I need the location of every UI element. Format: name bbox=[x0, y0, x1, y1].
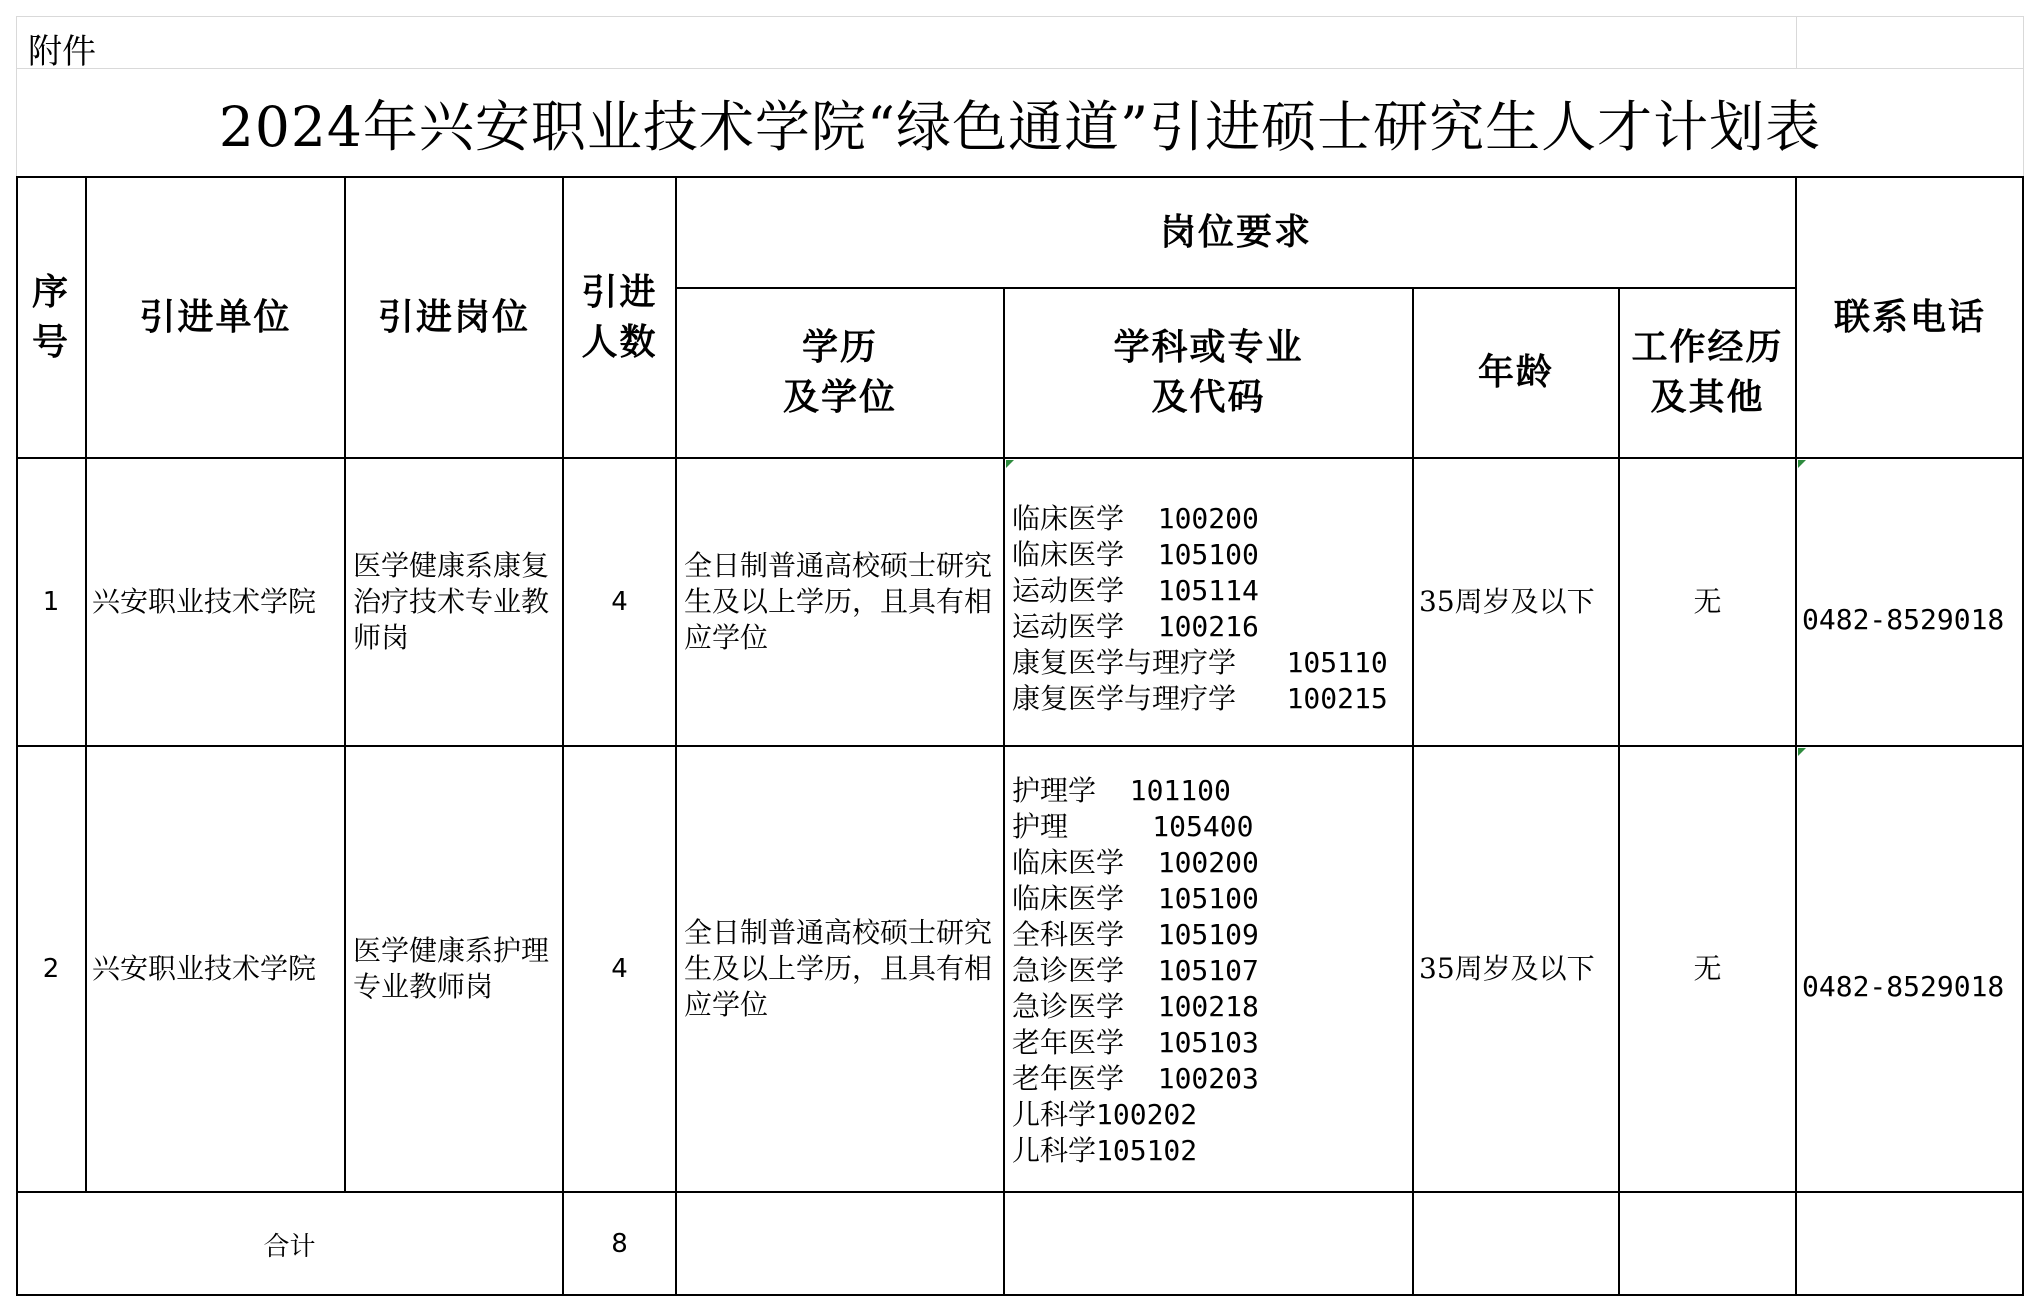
row1-major-item: 运动医学 105114 bbox=[1012, 574, 1259, 607]
row1-majors bbox=[1004, 458, 1413, 746]
row2-major-item: 全科医学 105109 bbox=[1012, 918, 1259, 951]
header-major: 学科或专业 及代码 bbox=[1113, 327, 1304, 418]
row1-seq: 1 bbox=[42, 587, 60, 617]
plan-table-sheet bbox=[16, 16, 2024, 1296]
row1-phone: 0482-8529018 bbox=[1802, 603, 2005, 636]
row2-phone: 0482-8529018 bbox=[1802, 970, 2005, 1003]
row1-position: 医学健康系康复治疗技术专业教师岗 bbox=[353, 549, 550, 654]
row2-major-item: 儿科学100202 bbox=[1012, 1098, 1198, 1131]
row1-age: 35周岁及以下 bbox=[1419, 585, 1595, 618]
row2-position: 医学健康系护理专业教师岗 bbox=[353, 934, 550, 1003]
row2-major-item: 儿科学105102 bbox=[1012, 1134, 1198, 1167]
cell-marker bbox=[1798, 748, 1806, 756]
row1-unit: 兴安职业技术学院 bbox=[92, 585, 317, 618]
row1-experience: 无 bbox=[1693, 585, 1722, 618]
row1-major-item: 运动医学 100216 bbox=[1012, 610, 1259, 643]
header-requirements: 岗位要求 bbox=[1159, 211, 1312, 253]
row1-major-item: 临床医学 100200 bbox=[1012, 502, 1259, 535]
row2-education: 全日制普通高校硕士研究生及以上学历，且具有相应学位 bbox=[684, 916, 993, 1021]
row2-major-item: 急诊医学 100218 bbox=[1012, 990, 1259, 1023]
page-title: 2024年兴安职业技术学院“绿色通道”引进硕士研究生人才计划表 bbox=[218, 94, 1822, 159]
row1-major-item: 康复医学与理疗学 105110 bbox=[1012, 646, 1388, 679]
row2-count: 4 bbox=[611, 954, 628, 984]
row2-experience: 无 bbox=[1693, 952, 1722, 985]
row2-major-item: 护理学 101100 bbox=[1012, 774, 1231, 807]
cell-marker bbox=[1798, 460, 1806, 468]
header-seq: 序 号 bbox=[31, 271, 70, 363]
header-age: 年龄 bbox=[1477, 352, 1554, 393]
attachment-label: 附件 bbox=[28, 32, 96, 72]
row2-major-item: 临床医学 105100 bbox=[1012, 882, 1259, 915]
row2-major-item: 急诊医学 105107 bbox=[1012, 954, 1259, 987]
header-count: 引进 人数 bbox=[581, 271, 658, 363]
row1-count: 4 bbox=[611, 587, 628, 617]
row2-majors bbox=[1004, 746, 1413, 1192]
row2-major-item: 护理 105400 bbox=[1012, 810, 1254, 843]
row1-education: 全日制普通高校硕士研究生及以上学历，且具有相应学位 bbox=[684, 549, 993, 654]
total-count: 8 bbox=[611, 1229, 628, 1259]
row2-major-item: 临床医学 100200 bbox=[1012, 846, 1259, 879]
row2-major-item: 老年医学 105103 bbox=[1012, 1026, 1259, 1059]
row1-major-item: 临床医学 105100 bbox=[1012, 538, 1259, 571]
header-education: 学历 及学位 bbox=[782, 327, 897, 418]
row2-major-item: 老年医学 100203 bbox=[1012, 1062, 1259, 1095]
header-phone: 联系电话 bbox=[1833, 296, 1986, 338]
row2-unit: 兴安职业技术学院 bbox=[92, 952, 317, 985]
cell-marker bbox=[1006, 460, 1014, 468]
header-experience: 工作经历 及其他 bbox=[1631, 327, 1784, 418]
row2-seq: 2 bbox=[42, 954, 60, 984]
row2-age: 35周岁及以下 bbox=[1419, 952, 1595, 985]
total-label: 合计 bbox=[263, 1231, 316, 1262]
row1-major-item: 康复医学与理疗学 100215 bbox=[1012, 682, 1388, 715]
header-unit: 引进单位 bbox=[139, 296, 292, 338]
header-position: 引进岗位 bbox=[377, 296, 530, 338]
